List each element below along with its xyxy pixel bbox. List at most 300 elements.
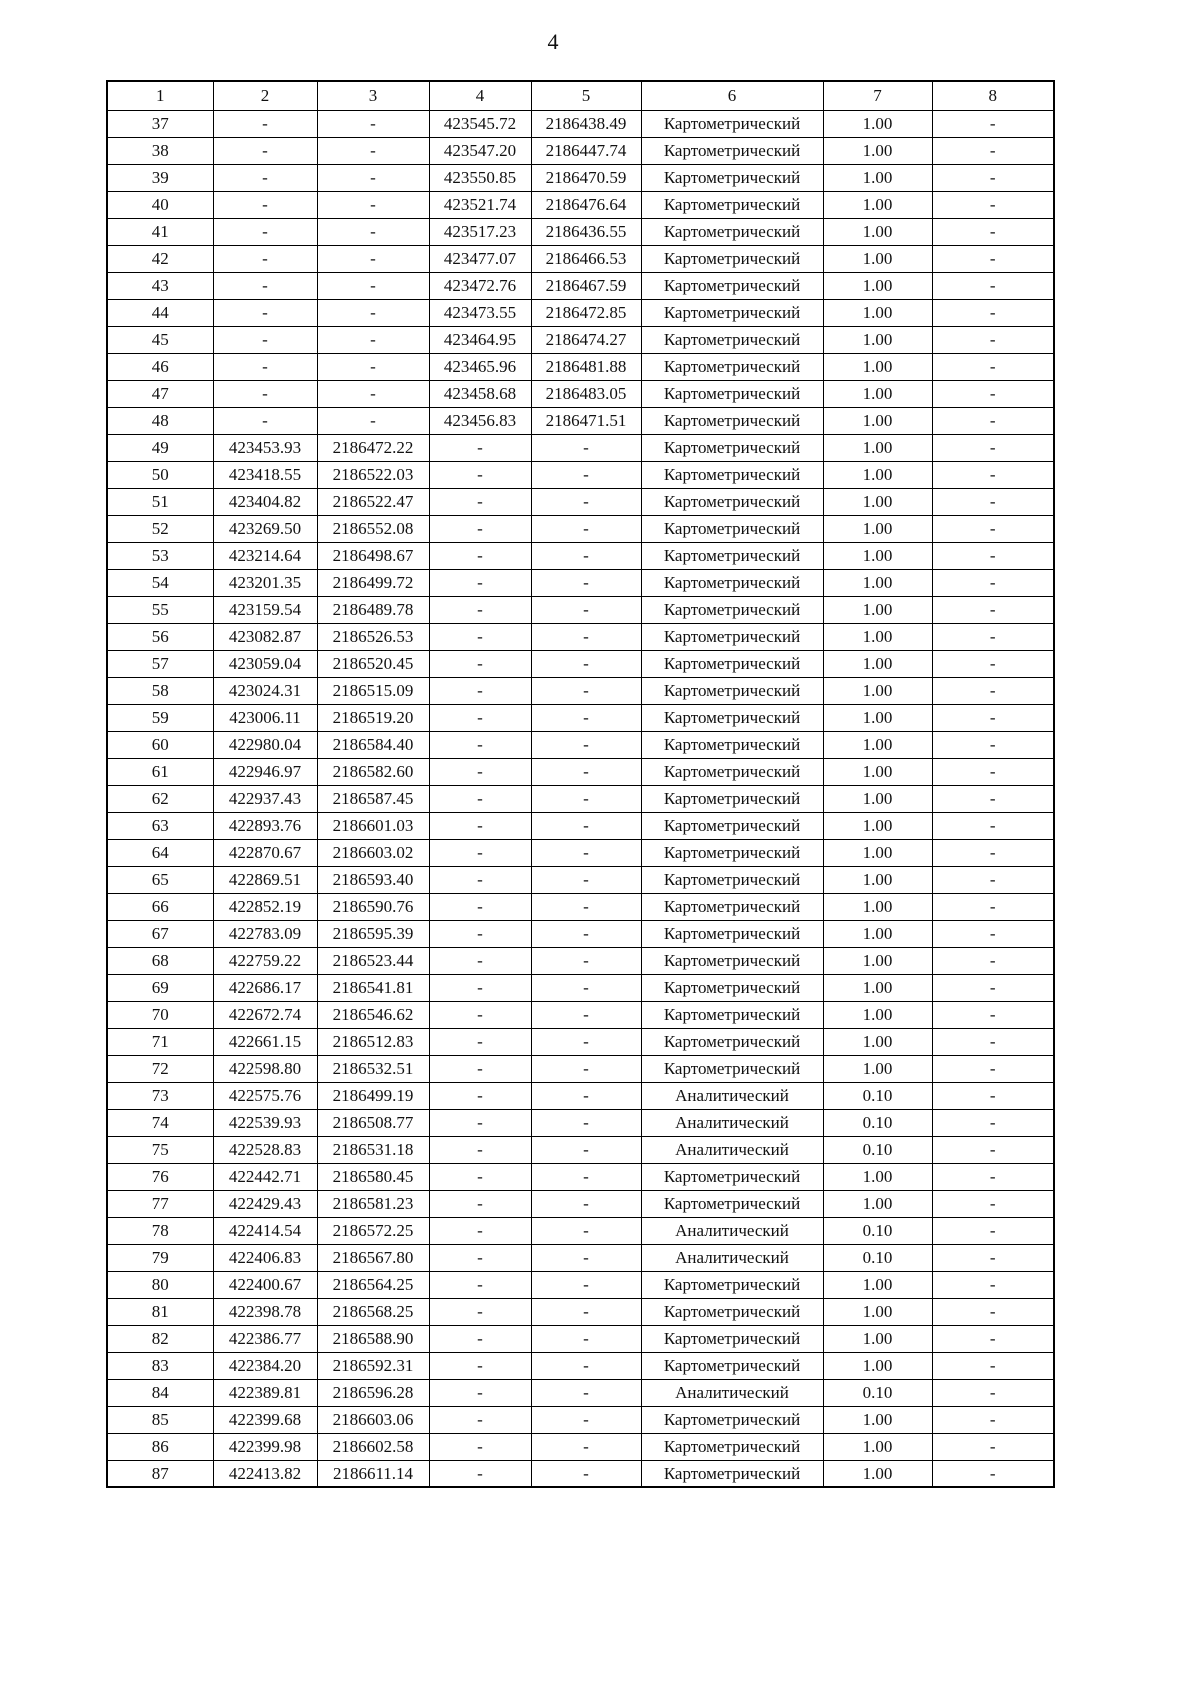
table-cell-col-1: 58 [107,677,213,704]
table-cell-col-2: 422389.81 [213,1379,317,1406]
table-cell-col-4: - [429,1271,531,1298]
table-cell-col-5: - [531,1001,641,1028]
table-cell-col-2: - [213,110,317,137]
table-cell-col-7: 1.00 [823,380,932,407]
table-cell-col-1: 79 [107,1244,213,1271]
table-cell-col-3: 2186520.45 [317,650,429,677]
table-cell-col-6: Картометрический [641,326,823,353]
table-cell-col-4: - [429,650,531,677]
table-row [107,893,1054,920]
table-cell-col-1: 86 [107,1433,213,1460]
table-cell-col-7: 1.00 [823,1001,932,1028]
table-cell-col-3: 2186611.14 [317,1460,429,1487]
table-cell-col-5: - [531,1190,641,1217]
table-cell-col-4: - [429,758,531,785]
table-cell-col-8: - [932,1028,1054,1055]
table-cell-col-3: - [317,191,429,218]
table-cell-col-5: - [531,1028,641,1055]
table-cell-col-3: 2186592.31 [317,1352,429,1379]
table-cell-col-4: 423465.96 [429,353,531,380]
table-cell-col-7: 1.00 [823,677,932,704]
table-cell-col-8: - [932,704,1054,731]
table-cell-col-5: - [531,1460,641,1487]
table-cell-col-2: 422399.98 [213,1433,317,1460]
table-cell-col-7: 1.00 [823,272,932,299]
table-cell-col-3: - [317,272,429,299]
table-cell-col-5: - [531,1082,641,1109]
table-cell-col-3: 2186532.51 [317,1055,429,1082]
table-cell-col-1: 81 [107,1298,213,1325]
table-cell-col-1: 61 [107,758,213,785]
table-cell-col-4: 423458.68 [429,380,531,407]
table-cell-col-1: 46 [107,353,213,380]
table-cell-col-3: 2186581.23 [317,1190,429,1217]
table-cell-col-8: - [932,326,1054,353]
table-cell-col-6: Картометрический [641,596,823,623]
table-cell-col-1: 68 [107,947,213,974]
table-cell-col-5: - [531,866,641,893]
table-cell-col-5: - [531,758,641,785]
table-cell-col-1: 73 [107,1082,213,1109]
table-cell-col-8: - [932,110,1054,137]
table-cell-col-7: 1.00 [823,650,932,677]
table-row [107,1271,1054,1298]
table-cell-col-1: 45 [107,326,213,353]
table-cell-col-1: 65 [107,866,213,893]
table-cell-col-7: 1.00 [823,1163,932,1190]
table-row [107,1244,1054,1271]
table-cell-col-1: 63 [107,812,213,839]
table-row [107,1298,1054,1325]
table-cell-col-8: - [932,893,1054,920]
table-cell-col-1: 85 [107,1406,213,1433]
table-cell-col-6: Картометрический [641,1055,823,1082]
table-cell-col-6: Картометрический [641,920,823,947]
table-row [107,758,1054,785]
table-cell-col-4: - [429,1325,531,1352]
table-cell-col-2: 422539.93 [213,1109,317,1136]
table-cell-col-7: 1.00 [823,1271,932,1298]
table-row [107,1433,1054,1460]
table-cell-col-7: 1.00 [823,839,932,866]
table-cell-col-6: Картометрический [641,650,823,677]
table-cell-col-2: 422937.43 [213,785,317,812]
table-cell-col-7: 1.00 [823,623,932,650]
table-cell-col-3: 2186582.60 [317,758,429,785]
table-cell-col-3: - [317,245,429,272]
table-cell-col-8: - [932,218,1054,245]
table-cell-col-4: - [429,596,531,623]
table-cell-col-5: - [531,974,641,1001]
table-cell-col-5: - [531,542,641,569]
table-cell-col-2: - [213,380,317,407]
table-row [107,272,1054,299]
table-cell-col-5: - [531,623,641,650]
table-body [107,110,1054,1487]
table-cell-col-6: Картометрический [641,353,823,380]
table-cell-col-7: 1.00 [823,407,932,434]
table-cell-col-5: - [531,488,641,515]
table-cell-col-1: 72 [107,1055,213,1082]
table-row [107,1163,1054,1190]
table-cell-col-6: Картометрический [641,137,823,164]
table-cell-col-3: - [317,137,429,164]
table-cell-col-3: 2186593.40 [317,866,429,893]
table-cell-col-1: 82 [107,1325,213,1352]
table-cell-col-6: Картометрический [641,299,823,326]
table-cell-col-2: 422398.78 [213,1298,317,1325]
table-cell-col-2: - [213,326,317,353]
table-row [107,785,1054,812]
table-cell-col-4: - [429,1217,531,1244]
table-row [107,1190,1054,1217]
table-cell-col-3: 2186552.08 [317,515,429,542]
table-cell-col-4: 423517.23 [429,218,531,245]
table-cell-col-8: - [932,542,1054,569]
table-cell-col-1: 49 [107,434,213,461]
table-cell-col-1: 62 [107,785,213,812]
table-cell-col-3: 2186489.78 [317,596,429,623]
table-cell-col-4: - [429,785,531,812]
table-row [107,218,1054,245]
table-cell-col-7: 1.00 [823,515,932,542]
table-cell-col-4: - [429,1298,531,1325]
table-cell-col-3: 2186568.25 [317,1298,429,1325]
table-cell-col-3: 2186472.22 [317,434,429,461]
table-cell-col-2: 422442.71 [213,1163,317,1190]
table-row [107,1325,1054,1352]
table-cell-col-1: 51 [107,488,213,515]
table-cell-col-6: Картометрический [641,1001,823,1028]
table-cell-col-7: 1.00 [823,1298,932,1325]
table-cell-col-7: 1.00 [823,461,932,488]
table-cell-col-8: - [932,353,1054,380]
table-cell-col-5: 2186470.59 [531,164,641,191]
table-row [107,677,1054,704]
table-cell-col-6: Картометрический [641,191,823,218]
table-cell-col-7: 1.00 [823,974,932,1001]
table-cell-col-7: 1.00 [823,191,932,218]
table-cell-col-1: 60 [107,731,213,758]
table-cell-col-6: Картометрический [641,1406,823,1433]
table-cell-col-5: - [531,650,641,677]
table-cell-col-2: 422870.67 [213,839,317,866]
table-cell-col-7: 1.00 [823,218,932,245]
table-cell-col-7: 1.00 [823,1406,932,1433]
table-cell-col-5: - [531,1244,641,1271]
table-cell-col-6: Картометрический [641,218,823,245]
table-cell-col-8: - [932,1136,1054,1163]
table-cell-col-3: - [317,164,429,191]
table-cell-col-8: - [932,1352,1054,1379]
table-cell-col-6: Картометрический [641,380,823,407]
table-cell-col-4: - [429,704,531,731]
table-cell-col-2: - [213,245,317,272]
table-cell-col-5: - [531,785,641,812]
table-cell-col-2: 423024.31 [213,677,317,704]
table-cell-col-8: - [932,839,1054,866]
table-cell-col-4: - [429,677,531,704]
table-cell-col-3: 2186584.40 [317,731,429,758]
table-cell-col-7: 1.00 [823,947,932,974]
table-cell-col-4: - [429,1109,531,1136]
table-cell-col-2: - [213,164,317,191]
table-cell-col-5: 2186474.27 [531,326,641,353]
table-cell-col-7: 1.00 [823,299,932,326]
table-cell-col-5: 2186483.05 [531,380,641,407]
table-cell-col-3: 2186580.45 [317,1163,429,1190]
table-cell-col-5: - [531,677,641,704]
table-cell-col-2: 422399.68 [213,1406,317,1433]
table-cell-col-1: 37 [107,110,213,137]
table-cell-col-6: Картометрический [641,839,823,866]
table-cell-col-4: - [429,1379,531,1406]
table-cell-col-8: - [932,1217,1054,1244]
table-cell-col-8: - [932,137,1054,164]
table-cell-col-4: - [429,947,531,974]
table-cell-col-2: 423201.35 [213,569,317,596]
table-cell-col-2: 422429.43 [213,1190,317,1217]
table-cell-col-3: 2186567.80 [317,1244,429,1271]
table-cell-col-2: - [213,353,317,380]
header-cell-2: 2 [213,81,317,110]
table-cell-col-4: - [429,515,531,542]
table-cell-col-4: 423521.74 [429,191,531,218]
table-cell-col-7: 1.00 [823,164,932,191]
table-row [107,1055,1054,1082]
table-cell-col-3: 2186522.03 [317,461,429,488]
table-cell-col-1: 40 [107,191,213,218]
table-row [107,137,1054,164]
table-cell-col-5: 2186466.53 [531,245,641,272]
table-cell-col-8: - [932,245,1054,272]
table-cell-col-3: - [317,353,429,380]
table-cell-col-1: 75 [107,1136,213,1163]
table-cell-col-6: Картометрический [641,569,823,596]
table-cell-col-7: 1.00 [823,1433,932,1460]
table-cell-col-4: - [429,488,531,515]
table-cell-col-7: 1.00 [823,704,932,731]
table-cell-col-2: - [213,299,317,326]
table-cell-col-2: 422414.54 [213,1217,317,1244]
table-cell-col-2: 423404.82 [213,488,317,515]
table-cell-col-1: 54 [107,569,213,596]
table-row [107,1082,1054,1109]
table-row [107,1379,1054,1406]
table-cell-col-5: 2186481.88 [531,353,641,380]
table-row [107,1028,1054,1055]
table-cell-col-3: 2186499.19 [317,1082,429,1109]
table-cell-col-8: - [932,272,1054,299]
table-cell-col-4: - [429,812,531,839]
table-cell-col-5: - [531,920,641,947]
table-row [107,542,1054,569]
table-row [107,380,1054,407]
table-row [107,596,1054,623]
table-cell-col-3: 2186587.45 [317,785,429,812]
table-cell-col-6: Картометрический [641,488,823,515]
table-cell-col-5: - [531,1217,641,1244]
table-cell-col-2: 423418.55 [213,461,317,488]
table-cell-col-3: 2186508.77 [317,1109,429,1136]
table-cell-col-8: - [932,812,1054,839]
table-cell-col-7: 1.00 [823,893,932,920]
table-cell-col-3: 2186602.58 [317,1433,429,1460]
table-cell-col-8: - [932,299,1054,326]
table-cell-col-1: 84 [107,1379,213,1406]
table-cell-col-2: 422528.83 [213,1136,317,1163]
table-cell-col-4: - [429,1163,531,1190]
table-row [107,812,1054,839]
table-cell-col-7: 1.00 [823,110,932,137]
header-cell-3: 3 [317,81,429,110]
table-cell-col-5: - [531,569,641,596]
table-row [107,704,1054,731]
table-cell-col-4: - [429,1055,531,1082]
table-row [107,1109,1054,1136]
table-cell-col-2: 422686.17 [213,974,317,1001]
table-cell-col-8: - [932,731,1054,758]
table-cell-col-5: - [531,1055,641,1082]
table-cell-col-3: 2186546.62 [317,1001,429,1028]
table-cell-col-8: - [932,947,1054,974]
table-cell-col-2: 422672.74 [213,1001,317,1028]
table-cell-col-2: 422783.09 [213,920,317,947]
table-cell-col-4: - [429,893,531,920]
table-cell-col-6: Картометрический [641,1271,823,1298]
table-cell-col-1: 57 [107,650,213,677]
table-cell-col-4: 423547.20 [429,137,531,164]
header-cell-6: 6 [641,81,823,110]
table-cell-col-2: 422869.51 [213,866,317,893]
table-cell-col-3: - [317,218,429,245]
table-header [107,81,1054,110]
table-cell-col-2: 423269.50 [213,515,317,542]
table-cell-col-2: - [213,137,317,164]
table-row [107,947,1054,974]
table-cell-col-6: Картометрический [641,1028,823,1055]
table-cell-col-7: 1.00 [823,1460,932,1487]
table-cell-col-3: - [317,299,429,326]
table-cell-col-3: 2186603.02 [317,839,429,866]
table-cell-col-3: 2186603.06 [317,1406,429,1433]
table-cell-col-8: - [932,623,1054,650]
table-cell-col-5: 2186471.51 [531,407,641,434]
header-cell-4: 4 [429,81,531,110]
table-cell-col-1: 59 [107,704,213,731]
table-cell-col-6: Картометрический [641,1433,823,1460]
table-cell-col-2: 422980.04 [213,731,317,758]
table-cell-col-8: - [932,785,1054,812]
table-cell-col-2: 423059.04 [213,650,317,677]
table-cell-col-5: - [531,893,641,920]
table-cell-col-3: 2186498.67 [317,542,429,569]
table-row [107,488,1054,515]
table-cell-col-8: - [932,1190,1054,1217]
table-cell-col-6: Картометрический [641,1352,823,1379]
table-cell-col-4: - [429,1244,531,1271]
table-cell-col-4: 423456.83 [429,407,531,434]
table-cell-col-6: Картометрический [641,164,823,191]
table-row [107,191,1054,218]
table-cell-col-7: 1.00 [823,812,932,839]
table-cell-col-8: - [932,758,1054,785]
table-cell-col-4: 423473.55 [429,299,531,326]
table-cell-col-5: - [531,434,641,461]
table-cell-col-6: Аналитический [641,1109,823,1136]
table-cell-col-7: 1.00 [823,542,932,569]
table-cell-col-4: - [429,1190,531,1217]
table-cell-col-2: 422413.82 [213,1460,317,1487]
table-cell-col-5: - [531,704,641,731]
header-cell-5: 5 [531,81,641,110]
table-row [107,164,1054,191]
table-cell-col-8: - [932,407,1054,434]
table-cell-col-5: - [531,596,641,623]
table-cell-col-1: 39 [107,164,213,191]
table-cell-col-1: 43 [107,272,213,299]
table-cell-col-7: 1.00 [823,920,932,947]
table-row [107,1460,1054,1487]
table-cell-col-4: - [429,1001,531,1028]
table-row [107,1217,1054,1244]
table-cell-col-2: 423453.93 [213,434,317,461]
table-cell-col-6: Картометрический [641,866,823,893]
header-cell-8: 8 [932,81,1054,110]
table-cell-col-8: - [932,596,1054,623]
table-row [107,326,1054,353]
table-cell-col-3: - [317,326,429,353]
table-cell-col-3: 2186588.90 [317,1325,429,1352]
table-cell-col-2: - [213,191,317,218]
table-cell-col-2: 422759.22 [213,947,317,974]
table-cell-col-3: 2186572.25 [317,1217,429,1244]
table-cell-col-3: 2186522.47 [317,488,429,515]
table-cell-col-5: 2186476.64 [531,191,641,218]
table-cell-col-7: 0.10 [823,1379,932,1406]
table-row [107,569,1054,596]
table-cell-col-7: 1.00 [823,1325,932,1352]
table-cell-col-7: 1.00 [823,488,932,515]
table-row [107,1136,1054,1163]
table-row [107,1406,1054,1433]
table-cell-col-5: - [531,839,641,866]
table-cell-col-1: 48 [107,407,213,434]
table-cell-col-1: 69 [107,974,213,1001]
table-cell-col-2: 422946.97 [213,758,317,785]
table-cell-col-1: 66 [107,893,213,920]
table-cell-col-2: 422598.80 [213,1055,317,1082]
table-cell-col-7: 1.00 [823,1028,932,1055]
table-cell-col-1: 42 [107,245,213,272]
table-cell-col-1: 38 [107,137,213,164]
table-cell-col-1: 87 [107,1460,213,1487]
table-cell-col-3: 2186541.81 [317,974,429,1001]
table-cell-col-4: - [429,623,531,650]
table-cell-col-6: Картометрический [641,515,823,542]
table-cell-col-6: Картометрический [641,461,823,488]
table-cell-col-1: 53 [107,542,213,569]
table-row [107,407,1054,434]
table-cell-col-7: 1.00 [823,137,932,164]
table-cell-col-6: Картометрический [641,1163,823,1190]
table-cell-col-5: - [531,1433,641,1460]
table-row [107,299,1054,326]
table-cell-col-8: - [932,866,1054,893]
table-cell-col-8: - [932,1433,1054,1460]
table-row [107,731,1054,758]
table-cell-col-8: - [932,974,1054,1001]
